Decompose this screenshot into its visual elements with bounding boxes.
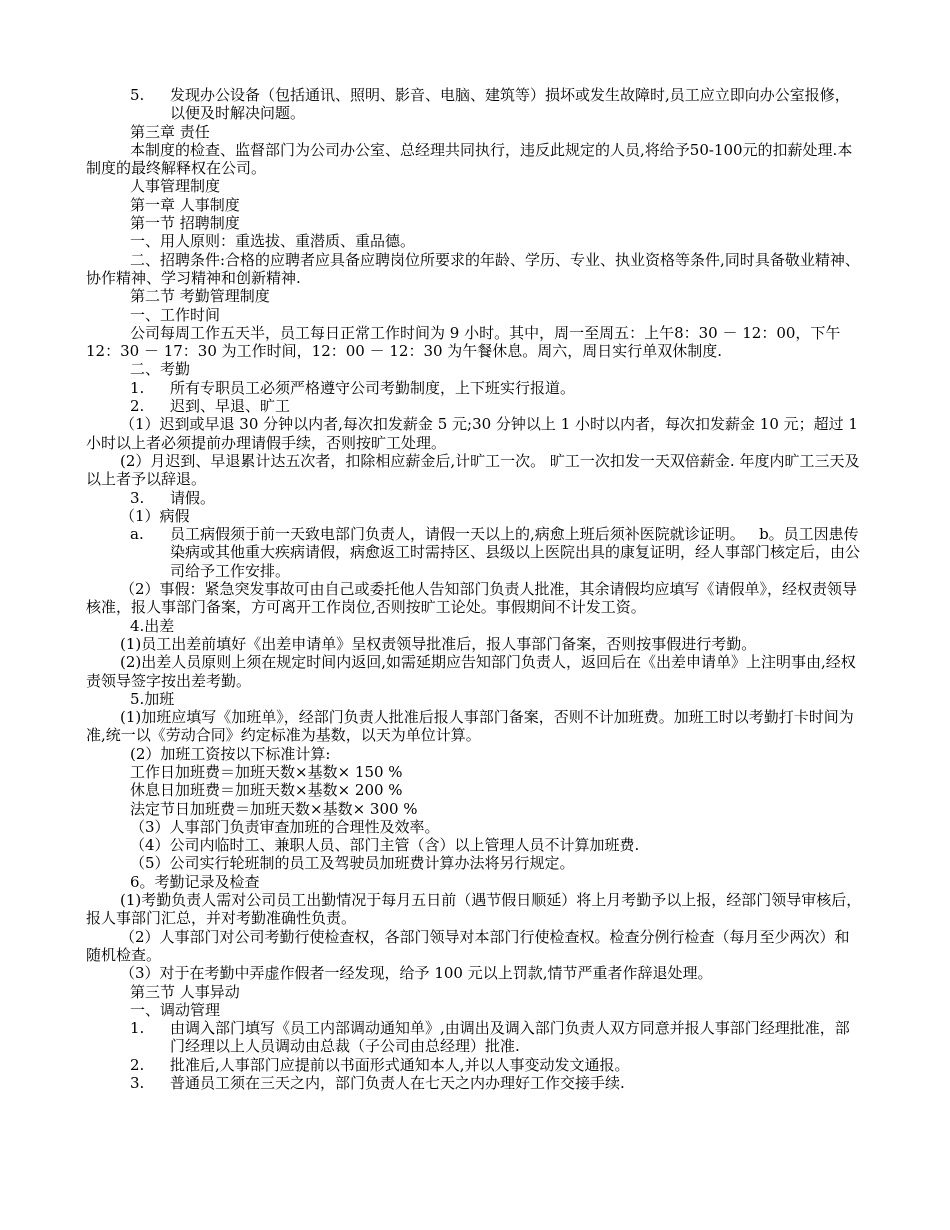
numbered-item [86, 379, 864, 397]
item-number: a. [130, 525, 144, 544]
item-text: 普通员工须在三天之内，部门负责人在七天之内办理好工作交接手续. [170, 1074, 625, 1093]
numbered-item [86, 1056, 864, 1074]
paragraph: （2）人事部门对公司考勤行使检查权，各部门领导对本部门行使检查权。检查分例行检查（每月至少两次）和随机检查。 [86, 927, 850, 964]
item-text: 所有专职员工必须严格遵守公司考勤制度，上下班实行报道。 [170, 378, 576, 397]
paragraph: (1)加班应填写《加班单》，经部门负责人批准后报人事部门备案，否则不计加班费。加班工时以考勤打卡时间为准,统一以《劳动合同》约定标准为基数，以天为单位计算。 [86, 708, 854, 745]
text-line: 工作日加班费＝加班天数×基数× 150 % [130, 762, 403, 781]
numbered-item [86, 1074, 864, 1092]
document-body [86, 86, 864, 1092]
text-line: 6。考勤记录及检查 [130, 872, 260, 891]
item-text: 员工病假须于前一天致电部门负责人，请假一天以上的,病愈上班后须补医院就诊证明。 b。员工因患传染病或其他重大疾病请假，病愈返工时需持区、县级以上医院出具的康复证明，经人事部门核定后，由公司给予工作安排。 [170, 525, 861, 580]
text-line: 第一章 人事制度 [130, 195, 240, 214]
text-line: 5.加班 [130, 689, 175, 708]
item-number: 5. [130, 86, 145, 104]
paragraph: （2）事假：紧急突发事故可由自己或委托他人告知部门负责人批准，其余请假均应填写《请假单》，经权责领导核准，报人事部门备案，方可离开工作岗位,否则按旷工论处。事假期间不计发工资。 [86, 580, 858, 617]
item-number: 1. [130, 378, 145, 397]
numbered-item [86, 1019, 864, 1056]
paragraph: 本制度的检查、监督部门为公司办公室、总经理共同执行，违反此规定的人员,将给予50-100元的扣薪处理.本制度的最终解释权在公司。 [86, 140, 853, 178]
item-text: 由调入部门填写《员工内部调动通知单》,由调出及调入部门负责人双方同意并报人事部门经理批准，部门经理以上人员调动由总裁（子公司由总经理）批准. [170, 1019, 850, 1056]
text-line: (2）加班工资按以下标准计算: [130, 744, 331, 763]
item-number: 2. [130, 397, 145, 416]
text-line: 法定节日加班费＝加班天数×基数× 300 % [130, 799, 418, 818]
paragraph: 公司每周工作五天半，员工每日正常工作时间为 9 小时。其中，周一至周五：上午8：30 － 12：00，下午12：30 － 17：30 为工作时间，12：00 － 12：30 为午餐休息。周六，周日实行单双休制度. [86, 323, 841, 361]
text-line: 一、调动管理 [130, 1000, 221, 1019]
text-line: 第一节 招聘制度 [130, 214, 240, 233]
text-line: 4.出差 [130, 616, 175, 635]
text-line: 一、工作时间 [130, 305, 221, 324]
text-line: 第二节 考勤管理制度 [130, 287, 270, 306]
item-number: 3. [130, 1074, 145, 1093]
text-line: （5）公司实行轮班制的员工及驾驶员加班费计算办法将另行规定。 [130, 854, 575, 873]
numbered-item [86, 489, 864, 507]
text-line: （1）病假 [120, 506, 190, 525]
item-number: 1. [130, 1019, 145, 1038]
paragraph: （3）对于在考勤中弄虚作假者一经发现，给予 100 元以上罚款,情节严重者作辞退处理。 [120, 964, 713, 983]
text-line: 人事管理制度 [130, 177, 221, 196]
paragraph: (2）月迟到、早退累计达五次者，扣除相应薪金后,计旷工一次。 旷工一次扣发一天双倍薪金. 年度内旷工三天及以上者予以辞退。 [86, 451, 860, 489]
text-line: 二、考勤 [130, 360, 191, 379]
text-line: （3）人事部门负责审查加班的合理性及效率。 [130, 817, 440, 836]
text-line: （4）公司内临时工、兼职人员、部门主管（含）以上管理人员不计算加班费. [130, 836, 640, 855]
item-number: 3. [130, 488, 145, 507]
text-line: 第三章 责任 [130, 122, 210, 141]
text-line: 一、用人原则：重选拔、重潜质、重品德。 [130, 232, 416, 251]
text-line: 第三节 人事异动 [130, 982, 240, 1001]
numbered-item [86, 525, 864, 580]
item-number: 2. [130, 1055, 145, 1074]
item-text: 请假。 [170, 488, 216, 507]
paragraph: (1)员工出差前填好《出差申请单》呈权责领导批准后，报人事部门备案，否则按事假进行考勤。 [120, 634, 757, 653]
item-text: 批准后,人事部门应提前以书面形式通知本人,并以人事变动发文通报。 [170, 1055, 630, 1074]
item-text: 发现办公设备（包括通讯、照明、影音、电脑、建筑等）损坏或发生故障时,员工应立即向办公室报修，以便及时解决问题。 [170, 86, 850, 123]
paragraph: (1)考勤负责人需对公司员工出勤情况于每月五日前（遇节假日顺延）将上月考勤予以上报，经部门领导审核后，报人事部门汇总，并对考勤准确性负责。 [86, 891, 862, 928]
paragraph: （1）迟到或早退 30 分钟以内者,每次扣发薪金 5 元;30 分钟以上 1 小时以内者，每次扣发薪金 10 元；超过 1 小时以上者必须提前办理请假手续，否则按旷工处理。 [86, 415, 863, 452]
numbered-item [86, 86, 864, 123]
text-line: 休息日加班费＝加班天数×基数× 200 % [130, 781, 403, 800]
paragraph: 二、招聘条件:合格的应聘者应具备应聘岗位所要求的年龄、学历、专业、执业资格等条件,同时具备敬业精神、协作精神、学习精神和创新精神. [86, 250, 860, 287]
item-text: 迟到、早退、旷工 [170, 397, 291, 416]
paragraph: (2)出差人员原则上须在规定时间内返回,如需延期应告知部门负责人，返回后在《出差申请单》上注明事由,经权责领导签字按出差考勤。 [86, 653, 856, 690]
numbered-item [86, 397, 864, 415]
